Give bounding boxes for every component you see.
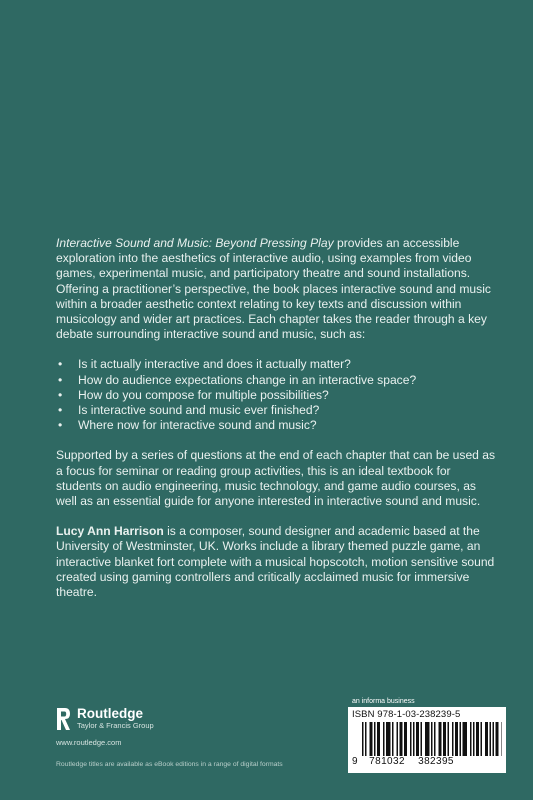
barcode-bar [493, 722, 495, 756]
list-item: • Where now for interactive sound and music? [56, 418, 496, 433]
barcode-bar [410, 722, 412, 756]
barcode-bar [470, 722, 472, 756]
barcode-bar [434, 722, 436, 756]
author-name: Lucy Ann Harrison [56, 524, 164, 539]
intro-paragraph [56, 236, 496, 342]
barcode-bars [352, 722, 502, 756]
barcode-bar [421, 722, 423, 756]
barcode-bar [362, 722, 364, 756]
barcode-bar [455, 722, 457, 756]
barcode-bar [439, 722, 441, 756]
author-bio: is a composer, sound designer and academic based at the University of Westminster, UK. Works include a library themed puzzle game, an interactive blanket fort complete with a musical hopscotch, motion sensitive sound created using gaming controllers and critically acclaimed music for immersive theatre. [56, 524, 495, 600]
barcode-bar [463, 722, 465, 756]
list-item: • How do you compose for multiple possibilities? [56, 388, 496, 403]
barcode-bar [413, 722, 415, 756]
barcode-bar [377, 722, 379, 756]
publisher-block [56, 706, 154, 747]
barcode-bar [365, 722, 367, 756]
barcode-bar [401, 722, 403, 756]
barcode-bar [371, 722, 373, 756]
barcode-bar [431, 722, 433, 756]
barcode-bar [416, 722, 418, 756]
barcode-bar [478, 722, 480, 756]
barcode-bar [485, 722, 487, 756]
barcode-bar [427, 722, 429, 756]
barcode-bar [428, 722, 430, 756]
barcode-bar [476, 722, 478, 756]
barcode-bar [418, 722, 420, 756]
barcode-bar [464, 722, 466, 756]
back-cover-blurb [56, 236, 496, 615]
barcode-bar [448, 722, 450, 756]
barcode-bar [496, 722, 498, 756]
barcode-bar [404, 722, 406, 756]
publisher-logo [56, 706, 154, 732]
barcode-bar [473, 722, 475, 756]
list-item: • Is it actually interactive and does it actually matter? [56, 357, 496, 372]
list-item: • How do audience expectations change in an interactive space? [56, 373, 496, 388]
author-paragraph [56, 524, 496, 600]
barcode-bar [502, 722, 503, 756]
barcode-digits [352, 756, 454, 767]
barcode-bar [460, 722, 462, 756]
isbn-label: ISBN 978-1-03-238239-5 [352, 709, 461, 720]
question-list [56, 357, 496, 433]
publisher-url[interactable]: www.routledge.com [56, 738, 122, 747]
barcode-bar [443, 722, 445, 756]
barcode-bar [397, 722, 399, 756]
barcode-bar [425, 722, 427, 756]
barcode-bar [445, 722, 447, 756]
barcode-bar [379, 722, 381, 756]
publisher-group: Taylor & Francis Group [77, 721, 154, 730]
barcode-bar [374, 722, 376, 756]
barcode-bar [487, 722, 489, 756]
barcode-bar [388, 722, 390, 756]
barcode-bar [386, 722, 388, 756]
barcode-bar [440, 722, 442, 756]
ebook-footnote: Routledge titles are available as eBook editions in a range of digital formats [56, 761, 283, 768]
barcode-bar [370, 722, 372, 756]
supported-paragraph: Supported by a series of questions at the end of each chapter that can be used as a focus for seminar or reading group activities, this is an ideal textbook for students on audio engineering, music technology, and game audio courses, as well as an essential guide for anyone interested in interactive sound and music. [56, 448, 496, 509]
barcode-digit-group-1: 781032 [369, 756, 405, 767]
publisher-name: Routledge [77, 706, 143, 721]
barcode-bar [481, 722, 483, 756]
barcode-bar [383, 722, 385, 756]
book-title: Interactive Sound and Music: Beyond Pressing Play [56, 236, 334, 250]
list-item: • Is interactive sound and music ever finished? [56, 403, 496, 418]
barcode-bar [452, 722, 454, 756]
barcode-digit-first: 9 [352, 756, 358, 767]
isbn-barcode [348, 707, 506, 773]
intro-text: provides an accessible exploration into the aesthetics of interactive audio, using examples from video games, experimental music, and participatory theatre and sound installations. Offering a practitioner’s perspective, the book places interactive sound and music within a broader aesthetic context relating to key texts and discussion within musicology and wider art practices. Each chapter takes the reader through a key debate surrounding interactive sound and music, such as: [56, 236, 491, 342]
barcode-bar [400, 722, 402, 756]
barcode-bar [497, 722, 499, 756]
barcode-bar [466, 722, 468, 756]
barcode-bar [392, 722, 394, 756]
barcode-bar [406, 722, 408, 756]
routledge-logo-icon [56, 706, 71, 732]
barcode-digit-group-2: 382395 [418, 756, 454, 767]
barcode-bar [389, 722, 391, 756]
barcode-bar [457, 722, 459, 756]
informa-tagline: an informa business [352, 698, 415, 705]
barcode-bar [490, 722, 492, 756]
